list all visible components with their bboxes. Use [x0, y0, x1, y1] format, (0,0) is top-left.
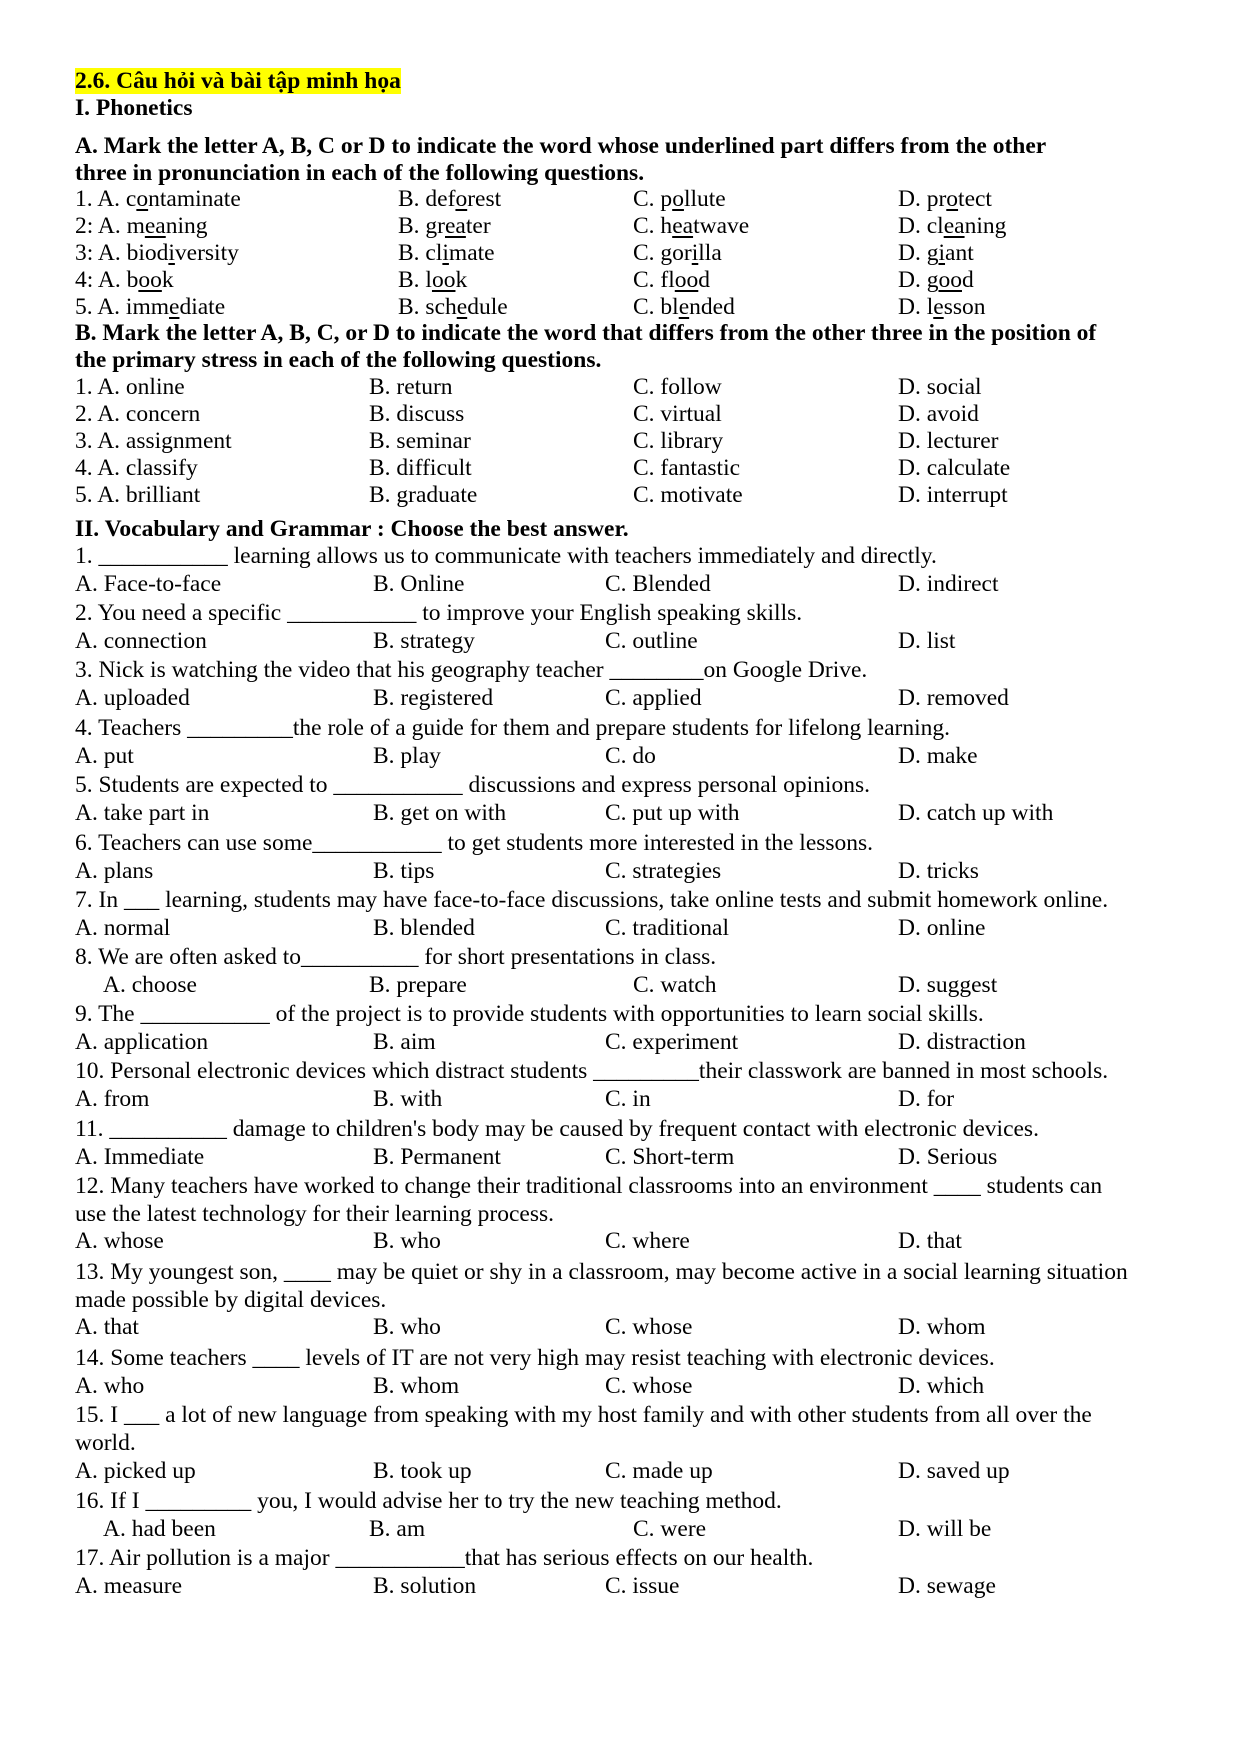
partA-option — [398, 213, 491, 240]
answer-option: A. from — [75, 1086, 150, 1112]
question-stem: 5. Students are expected to ___________ discussions and express personal opinions. — [75, 772, 870, 798]
underlined-sound: o — [946, 186, 959, 212]
part2-title: II. Vocabulary and Grammar : Choose the best answer. — [75, 516, 629, 542]
answer-option: A. choose — [103, 972, 197, 998]
answer-option: B. whom — [373, 1373, 460, 1399]
partB-option: B. graduate — [369, 482, 478, 508]
question-stem: 1. ___________ learning allows us to communicate with teachers immediately and directly. — [75, 543, 937, 569]
answer-option: A. picked up — [75, 1458, 196, 1484]
option-text: d — [961, 267, 974, 293]
partB-instruction-line1: B. Mark the letter A, B, C, or D to indicate the word that differs from the other three in the position of — [75, 320, 1097, 346]
option-text: B. l — [398, 267, 432, 293]
underlined-sound: e — [933, 294, 944, 320]
answer-option: A. put — [75, 743, 134, 769]
option-text: twave — [693, 213, 750, 239]
option-text: C. bl — [633, 294, 679, 320]
partB-option: D. calculate — [898, 455, 1011, 481]
option-text: 5. A. imm — [75, 294, 170, 320]
partA-option — [633, 186, 726, 213]
option-text: D. l — [898, 294, 934, 320]
partB-option: D. avoid — [898, 401, 979, 427]
question-stem: 14. Some teachers ____ levels of IT are not very high may resist teaching with electronic devices. — [75, 1345, 995, 1371]
option-text: C. gor — [633, 240, 692, 266]
underlined-sound: ea — [943, 213, 965, 239]
underlined-sound: oo — [431, 267, 456, 293]
partB-option: D. social — [898, 374, 982, 400]
answer-option: C. put up with — [605, 800, 740, 826]
question-stem: 15. I ___ a lot of new language from speaking with my host family and with other students from all over the — [75, 1402, 1092, 1428]
answer-option: A. Immediate — [75, 1144, 205, 1170]
option-text: ntaminate — [148, 186, 241, 212]
answer-option: B. blended — [373, 915, 475, 941]
partA-option — [633, 294, 735, 321]
option-text: C. h — [633, 213, 673, 239]
answer-option: D. saved up — [898, 1458, 1010, 1484]
answer-option: D. that — [898, 1228, 962, 1254]
option-text: k — [455, 267, 468, 293]
answer-option: B. with — [373, 1086, 443, 1112]
option-text: 4: A. b — [75, 267, 139, 293]
answer-option: B. play — [373, 743, 441, 769]
answer-option: B. get on with — [373, 800, 507, 826]
option-text: mate — [448, 240, 495, 266]
partA-option — [75, 240, 239, 267]
partB-option: B. return — [369, 374, 453, 400]
answer-option: B. prepare — [369, 972, 467, 998]
answer-option: D. for — [898, 1086, 955, 1112]
underlined-sound: o — [455, 186, 468, 212]
partB-option: B. difficult — [369, 455, 472, 481]
partB-option: 1. A. online — [75, 374, 185, 400]
answer-option: C. Short-term — [605, 1144, 735, 1170]
partA-option — [898, 240, 974, 267]
answer-option: A. take part in — [75, 800, 210, 826]
option-text: rest — [467, 186, 502, 212]
option-text: B. sch — [398, 294, 457, 320]
partA-option — [398, 240, 495, 267]
section-title — [75, 68, 401, 95]
answer-option: D. online — [898, 915, 986, 941]
underlined-sound: i — [691, 240, 699, 266]
answer-option: B. Permanent — [373, 1144, 501, 1170]
part1-title: I. Phonetics — [75, 95, 193, 121]
question-stem: 3. Nick is watching the video that his geography teacher ________on Google Drive. — [75, 657, 868, 683]
partB-instruction-line2: the primary stress in each of the following questions. — [75, 347, 602, 373]
question-stem: 16. If I _________ you, I would advise her to try the new teaching method. — [75, 1488, 782, 1514]
partA-option — [898, 213, 1006, 240]
partA-option — [75, 294, 225, 321]
option-text: B. cl — [398, 240, 443, 266]
partA-option — [75, 267, 174, 294]
underlined-sound: i — [442, 240, 449, 266]
partA-option — [633, 213, 749, 240]
partB-option: 2. A. concern — [75, 401, 201, 427]
answer-option: C. whose — [605, 1314, 693, 1340]
option-text: tect — [958, 186, 992, 212]
answer-option: C. in — [605, 1086, 651, 1112]
option-text: ning — [165, 213, 208, 239]
answer-option: B. strategy — [373, 628, 475, 654]
partB-option: C. virtual — [633, 401, 722, 427]
answer-option: C. where — [605, 1228, 690, 1254]
question-stem: 12. Many teachers have worked to change their traditional classrooms into an environment ____ students can — [75, 1173, 1103, 1199]
answer-option: A. connection — [75, 628, 207, 654]
answer-option: A. normal — [75, 915, 171, 941]
answer-option: A. who — [75, 1373, 145, 1399]
answer-option: B. tips — [373, 858, 435, 884]
option-text: 2: A. m — [75, 213, 145, 239]
partA-option — [75, 186, 241, 213]
answer-option: C. Blended — [605, 571, 711, 597]
underlined-sound: e — [678, 294, 690, 320]
partB-option: C. library — [633, 428, 724, 454]
underlined-sound: o — [672, 186, 684, 212]
option-text: D. g — [898, 267, 939, 293]
option-text: B. gr — [398, 213, 445, 239]
partA-instruction-line1: A. Mark the letter A, B, C or D to indicate the word whose underlined part differs from the other — [75, 133, 1047, 159]
answer-option: A. Face-to-face — [75, 571, 222, 597]
partA-option — [633, 240, 722, 267]
answer-option: B. Online — [373, 571, 465, 597]
option-text: C. fl — [633, 267, 675, 293]
answer-option: B. solution — [373, 1573, 477, 1599]
answer-option: D. whom — [898, 1314, 986, 1340]
underlined-sound: ea — [144, 213, 166, 239]
answer-option: C. were — [633, 1516, 707, 1542]
answer-option: B. who — [373, 1228, 441, 1254]
option-text: lla — [698, 240, 722, 266]
answer-option: C. watch — [633, 972, 717, 998]
option-text: ning — [964, 213, 1007, 239]
underlined-sound: ea — [445, 213, 466, 239]
option-text: k — [161, 267, 174, 293]
underlined-sound: oo — [674, 267, 699, 293]
option-text: 1. A. c — [75, 186, 137, 212]
question-stem: 7. In ___ learning, students may have face-to-face discussions, take online tests and submit homework online. — [75, 887, 1109, 913]
answer-option: D. removed — [898, 685, 1009, 711]
partB-option: 5. A. brilliant — [75, 482, 201, 508]
answer-option: D. suggest — [898, 972, 998, 998]
answer-option: D. distraction — [898, 1029, 1026, 1055]
option-text: sson — [943, 294, 986, 320]
partB-option: D. lecturer — [898, 428, 999, 454]
answer-option: A. had been — [103, 1516, 216, 1542]
question-stem: 8. We are often asked to__________ for short presentations in class. — [75, 944, 717, 970]
option-text: ter — [465, 213, 491, 239]
underlined-sound: e — [456, 294, 468, 320]
underlined-sound: ea — [672, 213, 694, 239]
underlined-sound: e — [169, 294, 180, 320]
option-text: llute — [683, 186, 726, 212]
answer-option: D. indirect — [898, 571, 999, 597]
answer-option: A. uploaded — [75, 685, 190, 711]
partB-option: D. interrupt — [898, 482, 1008, 508]
option-text: 3: A. biod — [75, 240, 169, 266]
section-title-highlight: 2.6. Câu hỏi và bài tập minh họa — [75, 68, 401, 94]
option-text: versity — [174, 240, 239, 266]
partA-option — [898, 186, 992, 213]
partB-option: B. seminar — [369, 428, 471, 454]
answer-option: C. experiment — [605, 1029, 739, 1055]
answer-option: A. plans — [75, 858, 154, 884]
answer-option: A. application — [75, 1029, 209, 1055]
partA-option — [898, 294, 985, 321]
option-text: B. def — [398, 186, 456, 212]
answer-option: C. applied — [605, 685, 702, 711]
answer-option: C. issue — [605, 1573, 680, 1599]
question-stem: 10. Personal electronic devices which distract students _________their classwork are banned in most schools. — [75, 1058, 1109, 1084]
option-text: C. p — [633, 186, 673, 212]
underlined-sound: oo — [938, 267, 962, 293]
answer-option: D. catch up with — [898, 800, 1054, 826]
partB-option: B. discuss — [369, 401, 465, 427]
answer-option: D. which — [898, 1373, 985, 1399]
option-text: dule — [467, 294, 508, 320]
answer-option: B. took up — [373, 1458, 472, 1484]
answer-option: D. tricks — [898, 858, 979, 884]
answer-option: C. do — [605, 743, 656, 769]
question-stem: 6. Teachers can use some___________ to get students more interested in the lessons. — [75, 830, 874, 856]
answer-option: A. that — [75, 1314, 139, 1340]
underlined-sound: o — [136, 186, 149, 212]
option-text: d — [698, 267, 711, 293]
partA-option — [398, 186, 501, 213]
question-stem: 13. My youngest son, ____ may be quiet or shy in a classroom, may become active in a social learning situation — [75, 1259, 1128, 1285]
partA-option — [898, 267, 974, 294]
partA-option — [398, 267, 467, 294]
answer-option: D. sewage — [898, 1573, 996, 1599]
partA-option — [75, 213, 208, 240]
option-text: D. g — [898, 240, 939, 266]
partB-option: 3. A. assignment — [75, 428, 232, 454]
answer-option: C. outline — [605, 628, 698, 654]
answer-option: B. am — [369, 1516, 426, 1542]
answer-option: D. list — [898, 628, 956, 654]
answer-option: C. traditional — [605, 915, 730, 941]
question-stem: 4. Teachers _________the role of a guide for them and prepare students for lifelong learning. — [75, 715, 950, 741]
question-stem: made possible by digital devices. — [75, 1287, 387, 1313]
option-text: D. cl — [898, 213, 944, 239]
answer-option: B. who — [373, 1314, 441, 1340]
partB-option: 4. A. classify — [75, 455, 198, 481]
partB-option: C. follow — [633, 374, 722, 400]
question-stem: 11. __________ damage to children's body may be caused by frequent contact with electronic devices. — [75, 1116, 1039, 1142]
partB-option: C. motivate — [633, 482, 743, 508]
underlined-sound: i — [168, 240, 175, 266]
partA-option — [398, 294, 508, 321]
answer-option: B. aim — [373, 1029, 436, 1055]
answer-option: C. made up — [605, 1458, 713, 1484]
question-stem: 9. The ___________ of the project is to provide students with opportunities to learn social skills. — [75, 1001, 984, 1027]
option-text: diate — [179, 294, 226, 320]
partA-instruction-line2: three in pronunciation in each of the following questions. — [75, 160, 645, 186]
answer-option: A. measure — [75, 1573, 183, 1599]
option-text: ant — [945, 240, 974, 266]
question-stem: use the latest technology for their learning process. — [75, 1201, 554, 1227]
partA-option — [633, 267, 710, 294]
answer-option: D. Serious — [898, 1144, 998, 1170]
option-text: nded — [689, 294, 735, 320]
question-stem: world. — [75, 1430, 136, 1456]
question-stem: 17. Air pollution is a major ___________that has serious effects on our health. — [75, 1545, 814, 1571]
answer-option: C. strategies — [605, 858, 722, 884]
underlined-sound: oo — [138, 267, 162, 293]
answer-option: D. make — [898, 743, 978, 769]
answer-option: C. whose — [605, 1373, 693, 1399]
answer-option: D. will be — [898, 1516, 992, 1542]
answer-option: B. registered — [373, 685, 494, 711]
question-stem: 2. You need a specific ___________ to improve your English speaking skills. — [75, 600, 803, 626]
option-text: D. pr — [898, 186, 947, 212]
partB-option: C. fantastic — [633, 455, 741, 481]
underlined-sound: i — [938, 240, 946, 266]
answer-option: A. whose — [75, 1228, 164, 1254]
